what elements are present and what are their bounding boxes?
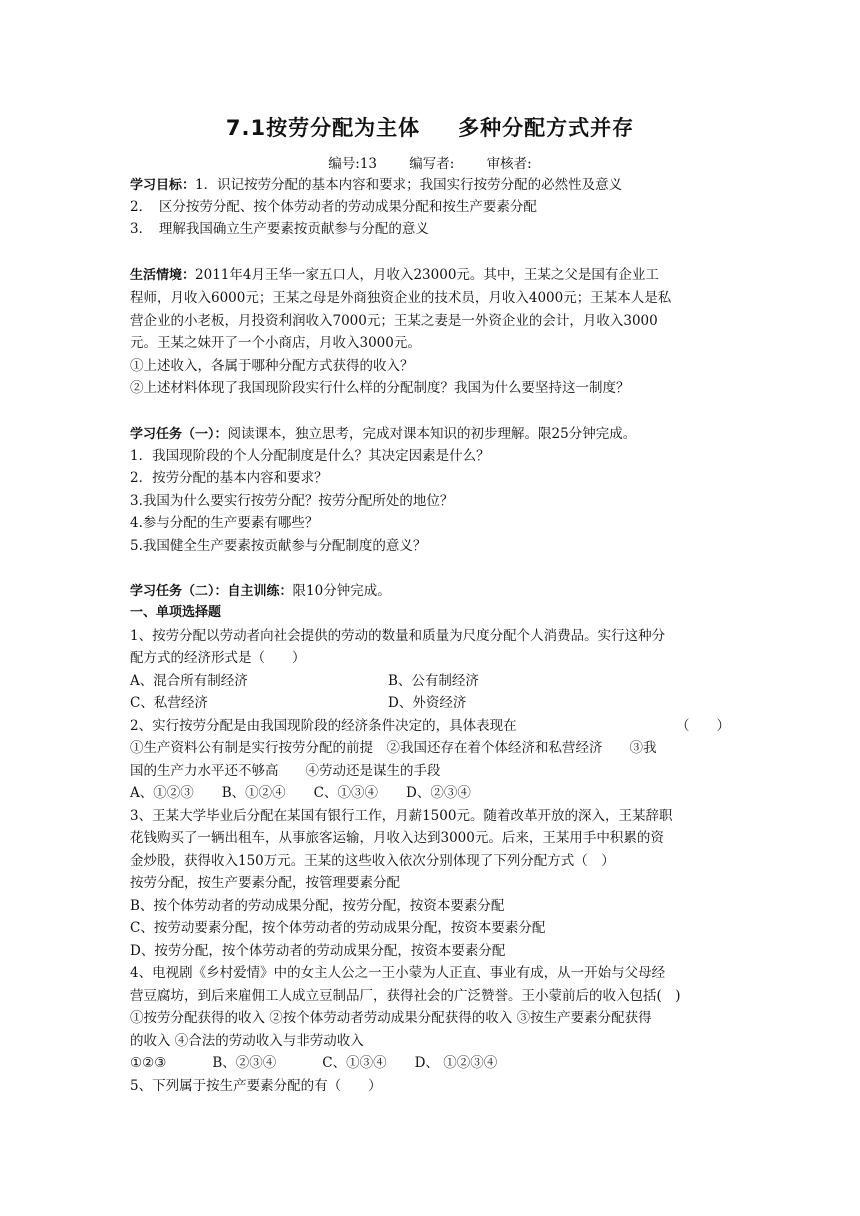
scenario-line-3: 营企业的小老板，月投资利润收入7000元；王某之妻是一外资企业的会计，月收入3000 bbox=[130, 313, 658, 329]
task1-item: 3.我国为什么要实行按劳分配？按劳分配所处的地位？ bbox=[130, 493, 454, 509]
q1-option-c: C、私营经济 bbox=[130, 695, 208, 711]
q3-line-2: 花钱购买了一辆出租车，从事旅客运输，月收入达到3000元。后来，王某用手中积累的资 bbox=[130, 830, 664, 846]
title-part2: 多种分配方式并存 bbox=[458, 116, 635, 140]
q4-option-b: B、②③④ bbox=[212, 1055, 277, 1071]
q2-options bbox=[130, 782, 740, 804]
scenario-text: 2011年4月王华一家五口人，月收入23000元。其中，王某之父是国有企业工 bbox=[195, 267, 659, 283]
task1-desc: 阅读课本，独立思考，完成对课本知识的初步理解。限25分钟完成。 bbox=[227, 426, 637, 442]
q2-option-c: C、①③④ bbox=[313, 785, 379, 801]
goals-line-2: 2． 区分按劳分配、按个体劳动者的劳动成果分配和按生产要素分配 bbox=[130, 199, 537, 215]
q3-option-c: C、按劳动要素分配，按个体劳动者的劳动成果分配，按资本要素分配 bbox=[130, 920, 546, 936]
task1-label: 学习任务（一）： bbox=[130, 427, 228, 442]
q1-option-b: B、公有制经济 bbox=[388, 673, 479, 689]
scenario-line-1 bbox=[130, 264, 740, 287]
scenario-question-1: ①上述收入，各属于哪种分配方式获得的收入？ bbox=[130, 358, 414, 374]
q4-option-a: ①②③ bbox=[130, 1055, 167, 1071]
scenario-question-2: ②上述材料体现了我国现阶段实行什么样的分配制度？我国为什么要坚持这一制度？ bbox=[130, 380, 630, 396]
q4-option-d: D、 ①②③④ bbox=[414, 1055, 498, 1071]
q4-line-1: 4、电视剧《乡村爱情》中的女主人公之一王小蒙为人正直、事业有成，从一开始与父母经 bbox=[130, 965, 666, 981]
q1-options-row-1 bbox=[130, 670, 740, 692]
q5-line-1: 5、下列属于按生产要素分配的有（ ） bbox=[130, 1078, 382, 1094]
q3-option-d: D、按劳分配，按个体劳动者的劳动成果分配，按资本要素分配 bbox=[130, 943, 506, 959]
task1-header bbox=[130, 423, 740, 446]
section-heading: 一、单项选择题 bbox=[130, 605, 222, 620]
scenario-line-4: 元。王某之妹开了一个小商店，月收入3000元。 bbox=[130, 335, 421, 351]
q3-option-a: 按劳分配，按生产要素分配，按管理要素分配 bbox=[130, 875, 400, 891]
q1-option-a: A、混合所有制经济 bbox=[130, 673, 248, 689]
q2-line-2: ①生产资料公有制是实行按劳分配的前提 ②我国还存在着个体经济和私营经济 ③我 bbox=[130, 740, 657, 756]
task1-item: 1．我国现阶段的个人分配制度是什么？其决定因素是什么？ bbox=[130, 448, 490, 464]
page-title bbox=[0, 112, 860, 142]
q4-line-4: 的收入 ④合法的劳动收入与非劳动收入 bbox=[130, 1033, 364, 1049]
q3-option-b: B、按个体劳动者的劳动成果分配，按劳分配，按资本要素分配 bbox=[130, 898, 505, 914]
task2-label: 学习任务（二）：自主训练： bbox=[130, 584, 293, 599]
task1-item: 4.参与分配的生产要素有哪些？ bbox=[130, 515, 319, 531]
q4-line-2: 营豆腐坊，到后来雇佣工人成立豆制品厂，获得社会的广泛赞誉。王小蒙前后的收入包括( ) bbox=[130, 988, 681, 1004]
q4-options bbox=[130, 1052, 740, 1074]
q2-stem: 2、实行按劳分配是由我国现阶段的经济条件决定的，具体表现在 bbox=[130, 718, 517, 734]
goal-item: 1．识记按劳分配的基本内容和要求；我国实行按劳分配的必然性及意义 bbox=[195, 177, 623, 193]
task1-item: 2．按劳分配的基本内容和要求？ bbox=[130, 470, 328, 486]
goals-line-1 bbox=[130, 174, 740, 197]
q3-line-1: 3、王某大学毕业后分配在某国有银行工作，月薪1500元。随着改革开放的深入，王某辞职 bbox=[130, 808, 673, 824]
task2-desc: 限10分钟完成。 bbox=[292, 583, 391, 599]
q3-line-3: 金炒股，获得收入150万元。王某的这些收入依次分别体现了下列分配方式（ ） bbox=[130, 853, 615, 869]
doc-number: 编号:13 bbox=[328, 156, 377, 172]
task1-item: 5.我国健全生产要素按贡献参与分配制度的意义？ bbox=[130, 538, 427, 554]
title-part1: 7.1按劳分配为主体 bbox=[225, 116, 421, 140]
q2-line-3: 国的生产力水平还不够高 ④劳动还是谋生的手段 bbox=[130, 763, 441, 779]
scenario-line-2: 程师，月收入6000元；王某之母是外商独资企业的技术员，月收入4000元；王某本人是私 bbox=[130, 290, 672, 306]
doc-writer: 编写者: bbox=[409, 156, 455, 172]
goals-line-3: 3． 理解我国确立生产要素按贡献参与分配的意义 bbox=[130, 221, 429, 237]
q1-options-row-2 bbox=[130, 692, 740, 714]
q1-line-1: 1、按劳分配以劳动者向社会提供的劳动的数量和质量为尺度分配个人消费品。实行这种分 bbox=[130, 628, 666, 644]
task2-header bbox=[130, 580, 740, 603]
q2-line-1 bbox=[130, 715, 740, 737]
scenario-label: 生活情境： bbox=[130, 268, 196, 283]
doc-reviewer: 审核者: bbox=[486, 156, 532, 172]
q4-option-c: C、①③④ bbox=[322, 1055, 387, 1071]
q1-line-2: 配方式的经济形式是（ ） bbox=[130, 650, 306, 666]
q1-option-d: D、外资经济 bbox=[388, 695, 467, 711]
q4-line-3: ①按劳分配获得的收入 ②按个体劳动者劳动成果分配获得的收入 ③按生产要素分配获得 bbox=[130, 1010, 652, 1026]
goals-label: 学习目标： bbox=[130, 178, 196, 193]
q2-option-b: B、①②④ bbox=[221, 785, 286, 801]
q2-option-a: A、①②③ bbox=[130, 785, 194, 801]
doc-meta bbox=[0, 152, 860, 172]
q2-answer-blank: （ ） bbox=[676, 718, 730, 734]
q2-option-d: D、②③④ bbox=[406, 785, 471, 801]
